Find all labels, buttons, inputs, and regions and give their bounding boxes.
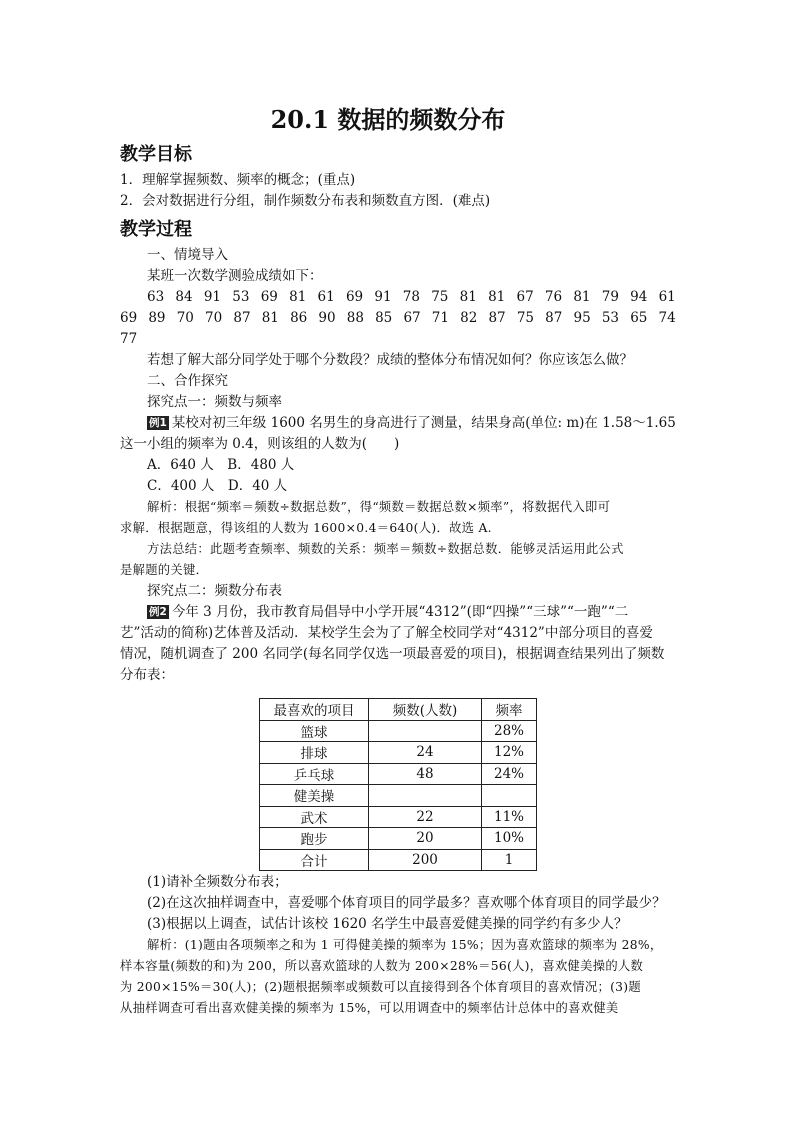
- score-value: 61: [658, 289, 676, 305]
- score-value: 90: [318, 310, 336, 326]
- process-heading: 教学过程: [120, 219, 192, 240]
- score-value: 69: [120, 310, 138, 326]
- question-2: (2)在这次抽样调查中，喜爱哪个体育项目的同学最多？喜欢哪个体育项目的同学最少？: [147, 895, 666, 911]
- table-cell: 24%: [482, 763, 537, 785]
- page-title: 20.1 数据的频数分布: [270, 105, 506, 134]
- example-1-line-1: [120, 413, 676, 434]
- score-value: 82: [460, 310, 478, 326]
- example-2-line-1: [120, 602, 676, 623]
- score-value: 95: [573, 310, 591, 326]
- score-value: 67: [516, 289, 534, 305]
- score-value: 87: [545, 310, 563, 326]
- goal-item-1: 1．理解掌握频数、频率的概念；(重点): [120, 172, 356, 188]
- question-1: (1)请补全频数分布表；: [147, 874, 288, 890]
- score-value: 79: [601, 289, 619, 305]
- score-value: 53: [232, 289, 250, 305]
- table-row: [260, 785, 537, 807]
- intro-question: 若想了解大部分同学处于哪个分数段？成绩的整体分布情况如何？你应该怎么做？: [147, 352, 633, 368]
- example-1-options-cd: C．400 人 D．40 人: [147, 478, 288, 494]
- score-value: 70: [176, 310, 194, 326]
- table-cell: 11%: [482, 806, 537, 828]
- table-header-cell: 频数(人数): [369, 699, 482, 721]
- example-1-solution-1: 解析：根据“频率＝频数÷数据总数”，得“频数＝数据总数×频率”，将数据代入即可: [147, 500, 611, 514]
- score-value: 81: [459, 289, 477, 305]
- table-header-cell: 频率: [482, 699, 537, 721]
- scores-intro: 某班一次数学测验成绩如下：: [147, 268, 323, 284]
- score-value: 84: [175, 289, 193, 305]
- table-cell: 健美操: [260, 785, 369, 807]
- table-cell: 排球: [260, 742, 369, 764]
- table-cell: [369, 785, 482, 807]
- frequency-table: [259, 698, 537, 871]
- score-value: 65: [630, 310, 648, 326]
- score-value: 78: [402, 289, 420, 305]
- section-intro-heading: 一、情境导入: [147, 247, 228, 263]
- score-value: 75: [431, 289, 449, 305]
- score-value: 81: [573, 289, 591, 305]
- score-value: 69: [260, 289, 278, 305]
- table-cell: 48: [369, 763, 482, 785]
- score-value: 75: [516, 310, 534, 326]
- table-cell: 22: [369, 806, 482, 828]
- example-1-summary-1: 方法总结：此题考查频率、频数的关系：频率＝频数÷数据总数．能够灵活运用此公式: [147, 542, 624, 556]
- score-value: 94: [630, 289, 648, 305]
- example-1-summary-2: 是解题的关键．: [120, 563, 209, 577]
- score-value: 81: [488, 289, 506, 305]
- score-value: 61: [317, 289, 335, 305]
- score-value: 91: [374, 289, 392, 305]
- table-row: [260, 828, 537, 850]
- table-cell: 合计: [260, 849, 369, 871]
- scores-row-3: 77: [120, 331, 138, 347]
- table-header-cell: 最喜欢的项目: [260, 699, 369, 721]
- explore-point-1: 探究点一：频数与频率: [147, 394, 282, 410]
- score-value: 74: [658, 310, 676, 326]
- document-page: [120, 100, 676, 1015]
- solution-line-1: 解析：(1)题由各项频率之和为 1 可得健美操的频率为 15%；因为喜欢篮球的频率为 28%，: [147, 938, 663, 952]
- table-row: [260, 763, 537, 785]
- table-cell: 28%: [482, 720, 537, 742]
- example-2-line-3: 情况，随机调查了 200 名同学(每名同学仅选一项最喜爱的项目)，根据调查结果列出了频数: [120, 646, 665, 662]
- table-row: [260, 806, 537, 828]
- table-cell: 乒乓球: [260, 763, 369, 785]
- table-cell: 24: [369, 742, 482, 764]
- table-cell: 12%: [482, 742, 537, 764]
- scores-row-1: [120, 287, 676, 308]
- example-1-solution-2: 求解．根据题意，得该组的人数为 1600×0.4＝640(人)．故选 A.: [120, 521, 492, 535]
- score-value: 71: [431, 310, 449, 326]
- table-row: [260, 720, 537, 742]
- table-cell: 1: [482, 849, 537, 871]
- score-value: 89: [148, 310, 166, 326]
- example-1-badge: 例1: [149, 417, 167, 429]
- explore-point-2: 探究点二：频数分布表: [147, 583, 282, 599]
- score-value: 81: [289, 289, 307, 305]
- score-value: 87: [233, 310, 251, 326]
- table-row: [260, 742, 537, 764]
- score-value: 69: [345, 289, 364, 305]
- table-cell: 篮球: [260, 720, 369, 742]
- score-value: 70: [205, 310, 223, 326]
- example-1-options-ab: A．640 人 B．480 人: [147, 457, 295, 473]
- score-value: 63: [147, 289, 165, 305]
- goals-heading: 教学目标: [120, 144, 192, 165]
- table-cell: 10%: [482, 828, 537, 850]
- solution-line-2: 样本容量(频数的和)为 200，所以喜欢篮球的人数为 200×28%＝56(人)，喜欢健美操的人数: [120, 959, 644, 973]
- score-value: 53: [601, 310, 620, 326]
- score-value: 67: [403, 310, 421, 326]
- table-row: [260, 849, 537, 871]
- score-value: 85: [375, 310, 393, 326]
- example-2-line-4: 分布表：: [120, 667, 174, 683]
- example-2-badge: 例2: [149, 606, 167, 618]
- scores-row-2: [120, 308, 676, 329]
- example-2-line-2: 艺”活动的简称)艺体普及活动．某校学生会为了了解全校同学对“4312”中部分项目的喜爱: [120, 625, 653, 641]
- question-3: (3)根据以上调查，试估计该校 1620 名学生中最喜爱健美操的同学约有多少人？: [147, 916, 628, 932]
- solution-line-4: 从抽样调查可看出喜欢健美操的频率为 15%，可以用调查中的频率估计总体中的喜欢健美: [120, 1001, 619, 1015]
- after-table-block: [120, 872, 676, 1019]
- score-value: 87: [488, 310, 506, 326]
- table-cell: 20: [369, 828, 482, 850]
- score-value: 81: [261, 310, 279, 326]
- goal-item-2: 2．会对数据进行分组，制作频数分布表和频数直方图．(难点): [120, 193, 491, 209]
- example-2-text: 今年 3 月份，我市教育局倡导中小学开展“4312”(即“四操”“三球”“一跑”“二: [171, 604, 629, 620]
- table-header-row: [260, 699, 537, 721]
- table-cell: [369, 720, 482, 742]
- score-value: 76: [544, 289, 563, 305]
- example-1-text: 某校对初三年级 1600 名男生的身高进行了测量，结果身高(单位: m)在 1.58～1.65: [171, 415, 676, 431]
- section-explore-heading: 二、合作探究: [147, 373, 228, 389]
- score-value: 91: [203, 289, 222, 305]
- table-cell: 200: [369, 849, 482, 871]
- example-1-line-2: 这一小组的频率为 0.4，则该组的人数为( ): [120, 436, 400, 452]
- table-cell: 武术: [260, 806, 369, 828]
- table-cell: [482, 785, 537, 807]
- score-value: 86: [290, 310, 308, 326]
- score-value: 88: [346, 310, 364, 326]
- solution-line-3: 为 200×15%＝30(人)；(2)题根据频率或频数可以直接得到各个体育项目的喜欢情况；(3)题: [120, 980, 641, 994]
- table-cell: 跑步: [260, 828, 369, 850]
